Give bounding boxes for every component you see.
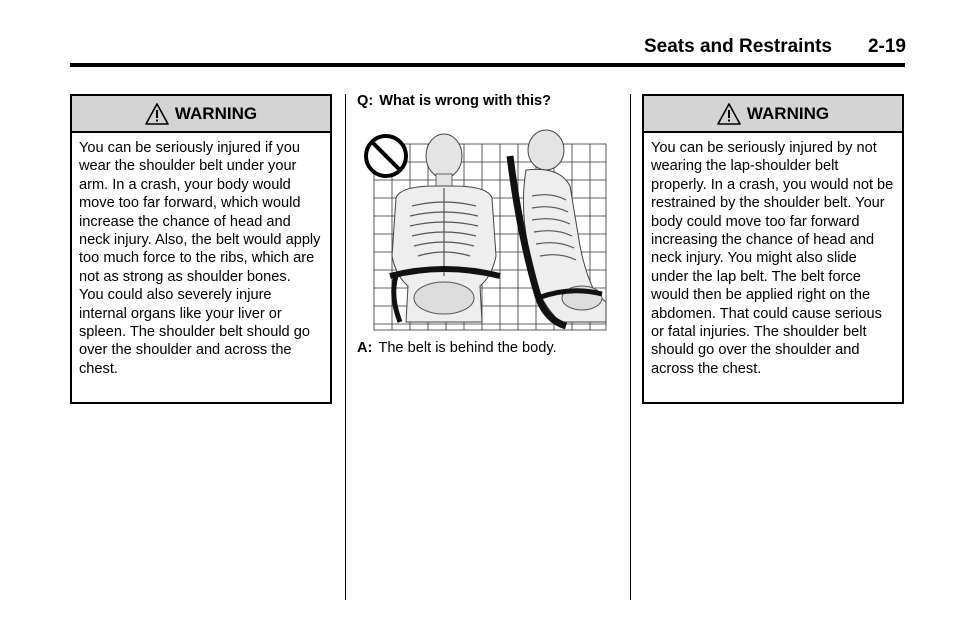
answer (357, 339, 627, 357)
warning-paragraph: You could also severely injure internal organs like your liver or spleen. The shoulder belt should go over the shoulder and across the chest. (79, 287, 310, 377)
answer-text: The belt is behind the body. (378, 340, 557, 356)
section-title: Seats and Restraints (644, 36, 832, 57)
column-divider-right (630, 94, 631, 600)
warning-triangle-icon (717, 103, 741, 125)
left-warning-box (70, 94, 332, 404)
warning-paragraph: You can be seriously injured if you wear the shoulder belt under your arm. In a crash, your body would move too far forward, which would increase the chance of head and neck injury. Also, the belt would apply too much force to the ribs, which are not as strong as shoulder bones. (79, 140, 321, 285)
warning-header (72, 96, 330, 133)
warning-paragraph: You can be seriously injured by not wearing the lap-shoulder belt properly. In a crash, you would not be restrained by the shoulder belt. Your body could move too far forward increasing the chance of head and neck injury. You might also slide under the lap belt. The belt force would then be applied right on the abdomen. That could cause serious or fatal injuries. The shoulder belt should go over the shoulder and across the chest. (651, 140, 894, 377)
warning-header (644, 96, 902, 133)
right-warning-box (642, 94, 904, 404)
answer-label: A: (357, 340, 373, 356)
question-label: Q: (357, 93, 374, 109)
warning-title: WARNING (746, 103, 830, 123)
warning-text (644, 133, 902, 384)
warning-triangle-icon (145, 103, 169, 125)
seatbelt-behind-body-illustration (360, 126, 610, 338)
column-divider-left (345, 94, 346, 600)
question-text: What is wrong with this? (379, 93, 552, 109)
question (357, 92, 627, 110)
warning-title: WARNING (174, 103, 258, 123)
no-symbol-icon (366, 136, 406, 176)
warning-text (72, 133, 330, 384)
page-header (560, 36, 906, 66)
page-number: 2-19 (867, 36, 906, 57)
header-rule (70, 63, 905, 67)
